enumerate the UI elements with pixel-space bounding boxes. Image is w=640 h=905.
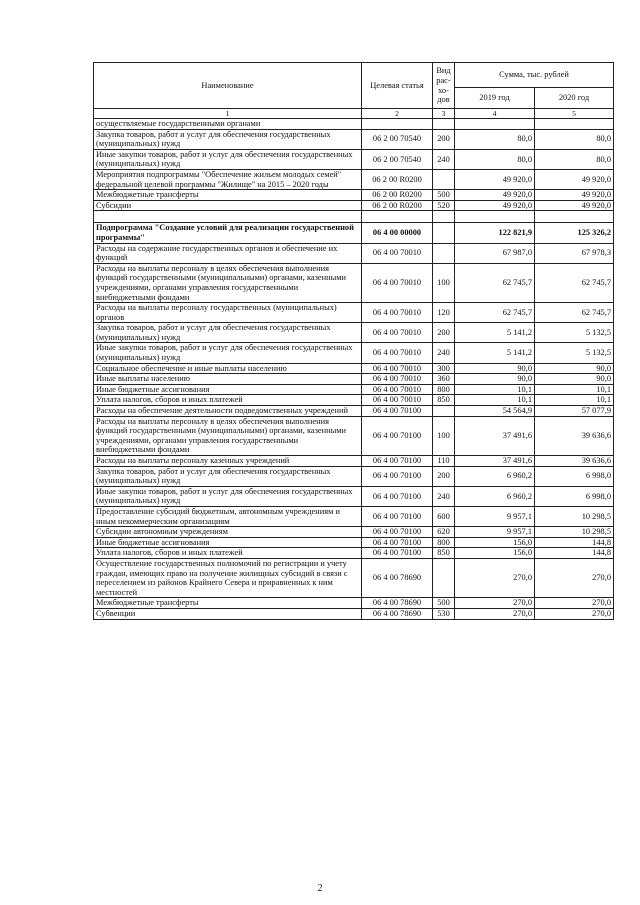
row-sum-2020: 10,1 — [535, 384, 614, 395]
row-expense-type: 100 — [433, 263, 455, 302]
table-row — [94, 537, 614, 548]
table-row — [94, 466, 614, 486]
row-sum-2020: 5 132,5 — [535, 343, 614, 363]
table-row — [94, 149, 614, 169]
row-sum-2019: 90,0 — [455, 363, 535, 374]
row-name: Иные бюджетные ассигнования — [94, 537, 362, 548]
table-row — [94, 223, 614, 243]
row-target-article: 06 4 00 78690 — [362, 558, 433, 597]
row-sum-2020: 144,8 — [535, 548, 614, 559]
row-sum-2019 — [455, 211, 535, 223]
row-sum-2019: 9 957,1 — [455, 506, 535, 526]
row-target-article — [362, 119, 433, 130]
row-target-article: 06 4 00 70010 — [362, 263, 433, 302]
row-sum-2020: 270,0 — [535, 608, 614, 619]
row-name: Субвенции — [94, 608, 362, 619]
row-expense-type: 200 — [433, 466, 455, 486]
row-expense-type: 850 — [433, 395, 455, 406]
row-expense-type: 200 — [433, 323, 455, 343]
row-target-article: 06 4 00 70010 — [362, 384, 433, 395]
row-expense-type: 500 — [433, 598, 455, 609]
row-target-article: 06 2 00 R0200 — [362, 169, 433, 189]
row-sum-2019: 156,0 — [455, 537, 535, 548]
row-target-article: 06 4 00 70010 — [362, 395, 433, 406]
row-sum-2020: 10 298,5 — [535, 527, 614, 538]
table-row — [94, 363, 614, 374]
table-row — [94, 200, 614, 211]
header-expense-type: Вид рас-хо-дов — [433, 63, 455, 109]
row-target-article: 06 4 00 78690 — [362, 608, 433, 619]
row-sum-2019: 49 920,0 — [455, 190, 535, 201]
table-body — [94, 119, 614, 620]
table-row — [94, 190, 614, 201]
row-expense-type — [433, 169, 455, 189]
table-row — [94, 456, 614, 467]
row-name: Уплата налогов, сборов и иных платежей — [94, 548, 362, 559]
row-sum-2020: 39 636,6 — [535, 416, 614, 455]
row-name: Иные закупки товаров, работ и услуг для обеспечения государственных (муниципальных) нужд — [94, 486, 362, 506]
row-sum-2019: 6 960,2 — [455, 486, 535, 506]
row-expense-type — [433, 119, 455, 130]
table-row — [94, 243, 614, 263]
row-expense-type — [433, 558, 455, 597]
row-sum-2020: 144,8 — [535, 537, 614, 548]
row-name: Расходы на выплаты персоналу казенных учреждений — [94, 456, 362, 467]
header-year-2020: 2020 год — [535, 88, 614, 109]
row-name: Социальное обеспечение и иные выплаты населению — [94, 363, 362, 374]
row-sum-2020: 39 636,6 — [535, 456, 614, 467]
row-sum-2020: 67 978,3 — [535, 243, 614, 263]
column-number-row — [94, 109, 614, 119]
row-sum-2019: 9 957,1 — [455, 527, 535, 538]
row-target-article: 06 4 00 70100 — [362, 416, 433, 455]
row-expense-type: 530 — [433, 608, 455, 619]
table-row — [94, 323, 614, 343]
row-sum-2019: 80,0 — [455, 129, 535, 149]
row-expense-type: 240 — [433, 149, 455, 169]
table-row — [94, 416, 614, 455]
row-name — [94, 211, 362, 223]
row-target-article: 06 4 00 70100 — [362, 527, 433, 538]
row-name: Расходы на обеспечение деятельности подведомственных учреждений — [94, 406, 362, 417]
header-target-article: Целевая статья — [362, 63, 433, 109]
row-sum-2019: 270,0 — [455, 558, 535, 597]
row-sum-2019: 10,1 — [455, 384, 535, 395]
row-name: Субсидии — [94, 200, 362, 211]
budget-table — [93, 62, 614, 620]
row-sum-2020: 5 132,5 — [535, 323, 614, 343]
row-target-article: 06 2 00 R0200 — [362, 190, 433, 201]
table-row — [94, 303, 614, 323]
row-target-article — [362, 211, 433, 223]
row-expense-type: 240 — [433, 486, 455, 506]
row-target-article: 06 4 00 70100 — [362, 456, 433, 467]
row-target-article: 06 4 00 70010 — [362, 374, 433, 385]
row-expense-type: 110 — [433, 456, 455, 467]
row-sum-2019: 270,0 — [455, 598, 535, 609]
row-target-article: 06 4 00 70010 — [362, 243, 433, 263]
row-sum-2020: 80,0 — [535, 129, 614, 149]
row-target-article: 06 4 00 70010 — [362, 323, 433, 343]
table-row — [94, 406, 614, 417]
row-name: Уплата налогов, сборов и иных платежей — [94, 395, 362, 406]
row-sum-2020: 49 920,0 — [535, 200, 614, 211]
table-row — [94, 263, 614, 302]
row-name: Субсидии автономным учреждениям — [94, 527, 362, 538]
row-target-article: 06 2 00 70540 — [362, 149, 433, 169]
row-sum-2020: 6 998,0 — [535, 486, 614, 506]
row-sum-2020: 57 077,9 — [535, 406, 614, 417]
table-row — [94, 211, 614, 223]
row-expense-type: 500 — [433, 190, 455, 201]
header-year-2019: 2019 год — [455, 88, 535, 109]
column-number: 2 — [362, 109, 433, 119]
row-name: Закупка товаров, работ и услуг для обеспечения государственных (муниципальных) нужд — [94, 323, 362, 343]
column-number: 4 — [455, 109, 535, 119]
row-target-article: 06 4 00 70100 — [362, 506, 433, 526]
header-name: Наименование — [94, 63, 362, 109]
row-target-article: 06 4 00 78690 — [362, 598, 433, 609]
row-sum-2019: 62 745,7 — [455, 303, 535, 323]
table-row — [94, 486, 614, 506]
row-sum-2020: 10 298,5 — [535, 506, 614, 526]
table-row — [94, 119, 614, 130]
table-row — [94, 169, 614, 189]
table-row — [94, 506, 614, 526]
row-sum-2020: 6 998,0 — [535, 466, 614, 486]
row-target-article: 06 4 00 70100 — [362, 466, 433, 486]
row-sum-2020: 62 745,7 — [535, 263, 614, 302]
row-target-article: 06 4 00 70100 — [362, 486, 433, 506]
row-name: Мероприятия подпрограммы "Обеспечение жильем молодых семей" федеральной целевой программы "Жилище" на 2015 – 2020 годы — [94, 169, 362, 189]
header-sum: Сумма, тыс. рублей — [455, 63, 614, 88]
row-expense-type: 120 — [433, 303, 455, 323]
row-sum-2020: 125 326,2 — [535, 223, 614, 243]
row-name: осуществляемые государственными органами — [94, 119, 362, 130]
row-name: Закупка товаров, работ и услуг для обеспечения государственных (муниципальных) нужд — [94, 466, 362, 486]
row-sum-2019: 37 491,6 — [455, 416, 535, 455]
row-name: Расходы на выплаты персоналу в целях обеспечения выполнения функций государственными (муниципальными) органами, казенными учреждениями, органами управления государственными внебюджетными фондами — [94, 416, 362, 455]
row-expense-type — [433, 211, 455, 223]
row-name: Межбюджетные трансферты — [94, 190, 362, 201]
row-expense-type: 520 — [433, 200, 455, 211]
row-sum-2019: 80,0 — [455, 149, 535, 169]
row-name: Закупка товаров, работ и услуг для обеспечения государственных (муниципальных) нужд — [94, 129, 362, 149]
row-sum-2019: 90,0 — [455, 374, 535, 385]
row-name: Предоставление субсидий бюджетным, автономным учреждениям и иным некоммерческим организациям — [94, 506, 362, 526]
row-expense-type: 360 — [433, 374, 455, 385]
row-name: Расходы на выплаты персоналу государственных (муниципальных) органов — [94, 303, 362, 323]
column-number: 3 — [433, 109, 455, 119]
row-expense-type: 620 — [433, 527, 455, 538]
row-sum-2019: 54 564,9 — [455, 406, 535, 417]
row-target-article: 06 4 00 70010 — [362, 343, 433, 363]
row-sum-2020: 80,0 — [535, 149, 614, 169]
table-row — [94, 558, 614, 597]
table-row — [94, 608, 614, 619]
header-row — [94, 63, 614, 88]
row-sum-2020: 90,0 — [535, 363, 614, 374]
row-sum-2019: 6 960,2 — [455, 466, 535, 486]
table-row — [94, 343, 614, 363]
row-sum-2020: 270,0 — [535, 598, 614, 609]
row-expense-type — [433, 223, 455, 243]
column-number: 1 — [94, 109, 362, 119]
row-sum-2020: 90,0 — [535, 374, 614, 385]
row-expense-type: 800 — [433, 537, 455, 548]
row-name: Иные бюджетные ассигнования — [94, 384, 362, 395]
row-sum-2019: 49 920,0 — [455, 169, 535, 189]
row-name: Подпрограмма "Создание условий для реализации государственной программы" — [94, 223, 362, 243]
table-row — [94, 527, 614, 538]
row-sum-2019: 49 920,0 — [455, 200, 535, 211]
row-expense-type: 200 — [433, 129, 455, 149]
row-sum-2019: 62 745,7 — [455, 263, 535, 302]
row-sum-2019 — [455, 119, 535, 130]
row-sum-2019: 270,0 — [455, 608, 535, 619]
row-name: Иные закупки товаров, работ и услуг для обеспечения государственных (муниципальных) нужд — [94, 149, 362, 169]
row-sum-2019: 5 141,2 — [455, 343, 535, 363]
row-name: Межбюджетные трансферты — [94, 598, 362, 609]
row-sum-2020: 49 920,0 — [535, 190, 614, 201]
row-expense-type: 800 — [433, 384, 455, 395]
row-name: Осуществление государственных полномочий по регистрации и учету граждан, имеющих право на получение жилищных субсидий в связи с переселением из районов Крайнего Севера и приравненных к ним местностей — [94, 558, 362, 597]
row-sum-2019: 37 491,6 — [455, 456, 535, 467]
row-expense-type: 850 — [433, 548, 455, 559]
row-sum-2020: 62 745,7 — [535, 303, 614, 323]
row-target-article: 06 4 00 70100 — [362, 406, 433, 417]
row-sum-2020 — [535, 211, 614, 223]
row-expense-type — [433, 243, 455, 263]
row-expense-type: 300 — [433, 363, 455, 374]
row-sum-2020 — [535, 119, 614, 130]
row-sum-2019: 122 821,9 — [455, 223, 535, 243]
table-row — [94, 374, 614, 385]
table-row — [94, 548, 614, 559]
row-target-article: 06 4 00 00000 — [362, 223, 433, 243]
row-expense-type: 100 — [433, 416, 455, 455]
table-row — [94, 384, 614, 395]
row-sum-2019: 67 987,0 — [455, 243, 535, 263]
column-number: 5 — [535, 109, 614, 119]
row-name: Иные выплаты населению — [94, 374, 362, 385]
row-sum-2020: 270,0 — [535, 558, 614, 597]
row-target-article: 06 4 00 70010 — [362, 303, 433, 323]
row-expense-type: 240 — [433, 343, 455, 363]
row-sum-2019: 156,0 — [455, 548, 535, 559]
table-row — [94, 598, 614, 609]
row-name: Расходы на выплаты персоналу в целях обеспечения выполнения функций государственными (муниципальными) органами, казенными учреждениями, органами управления государственными внебюджетными фондами — [94, 263, 362, 302]
row-target-article: 06 4 00 70010 — [362, 363, 433, 374]
page-number: 2 — [317, 883, 323, 894]
row-target-article: 06 4 00 70100 — [362, 537, 433, 548]
row-sum-2019: 5 141,2 — [455, 323, 535, 343]
table-row — [94, 129, 614, 149]
row-expense-type — [433, 406, 455, 417]
row-sum-2020: 49 920,0 — [535, 169, 614, 189]
row-name: Расходы на содержание государственных органов и обеспечение их функций — [94, 243, 362, 263]
row-name: Иные закупки товаров, работ и услуг для обеспечения государственных (муниципальных) нужд — [94, 343, 362, 363]
row-sum-2019: 10,1 — [455, 395, 535, 406]
row-target-article: 06 2 00 70540 — [362, 129, 433, 149]
table-row — [94, 395, 614, 406]
row-target-article: 06 4 00 70100 — [362, 548, 433, 559]
row-sum-2020: 10,1 — [535, 395, 614, 406]
row-target-article: 06 2 00 R0200 — [362, 200, 433, 211]
row-expense-type: 600 — [433, 506, 455, 526]
